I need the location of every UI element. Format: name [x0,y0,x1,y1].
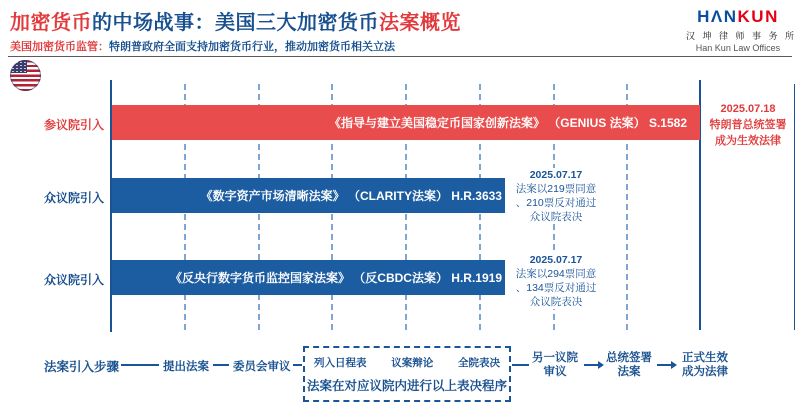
annotation-line: 、210票反对通过 [515,197,597,209]
annotation-line: 成为生效法律 [715,135,781,147]
annotation-cbdc-vote [505,253,607,309]
bar-clarity-act: 《数字资产市场清晰法案》 （CLARITY法案） H.R.3633 [112,178,515,213]
subtitle-segment-red: 美国加密货币监管： [10,41,109,53]
connector-line [512,364,529,366]
header-divider [8,56,792,57]
process-step-introduce: 提出法案 [163,361,209,373]
logo-english-name: Han Kun Law Offices [695,43,781,53]
page-title [10,6,461,35]
bar-anti-cbdc-act: 《反央行数字货币监控国家法案》 （反CBDC法案） H.R.1919 [112,260,515,295]
chamber-label-house-1: 众议院引入 [43,191,104,205]
chamber-voting-steps [305,348,509,370]
us-flag-icon [10,60,41,91]
process-step-other-chamber: 另一议院 审议 [532,352,578,378]
process-step-calendar: 列入日程表 [314,357,367,369]
chamber-label-senate: 参议院引入 [43,118,104,132]
annotation-date: 2025.07.17 [529,254,583,266]
chamber-label-house-2: 众议院引入 [43,273,104,287]
us-flag-canton [10,60,27,73]
annotation-genius-signed [702,101,794,149]
process-step-becomes-law: 正式生效 成为法律 [682,352,728,378]
annotation-line: 众议院表决 [529,211,583,223]
title-segment-blue: 的中场战事：美国三大加密货币 [92,12,379,34]
logo-chinese-name: 汉 坤 律 师 事 务 所 [686,31,797,41]
subtitle-segment-blue: 特朗普政府全面支持加密货币行业，推动加密货币相关立法 [109,41,395,53]
subtitle [10,38,395,54]
logo-wordmark: HΛNKUN [697,7,779,26]
title-segment-red2: 法案概览 [379,12,461,34]
annotation-clarity-vote [505,168,607,224]
annotation-line: 特朗普总统签署 [709,119,787,131]
process-title: 法案引入步骤 [44,360,120,374]
axis-line-end [794,84,795,330]
connector-line [213,364,229,366]
title-segment-red: 加密货币 [10,12,92,34]
annotation-date: 2025.07.18 [720,103,776,115]
process-step-president-signs: 总统签署 法案 [606,352,652,378]
hankun-logo [686,7,797,53]
arrow-right-icon [584,364,598,366]
annotation-line: 众议院表决 [529,296,583,308]
process-step-floor-vote: 全院表决 [458,357,500,369]
arrow-right-icon [657,364,671,366]
annotation-date: 2025.07.17 [529,169,583,181]
chamber-voting-box [303,346,511,402]
connector-line [121,364,159,366]
process-step-debate: 议案辩论 [391,357,434,369]
annotation-line: 、134票反对通过 [515,282,597,294]
process-step-committee: 委员会审议 [233,361,291,373]
connector-line [293,364,302,366]
bar-genius-act: 《指导与建立美国稳定币国家创新法案》 （GENIUS 法案） S.1582 [112,105,700,140]
annotation-line: 法案以219票同意 [515,183,597,195]
annotation-line: 法案以294票同意 [515,268,597,280]
chamber-voting-caption: 法案在对应议院内进行以上表决程序 [306,379,507,393]
